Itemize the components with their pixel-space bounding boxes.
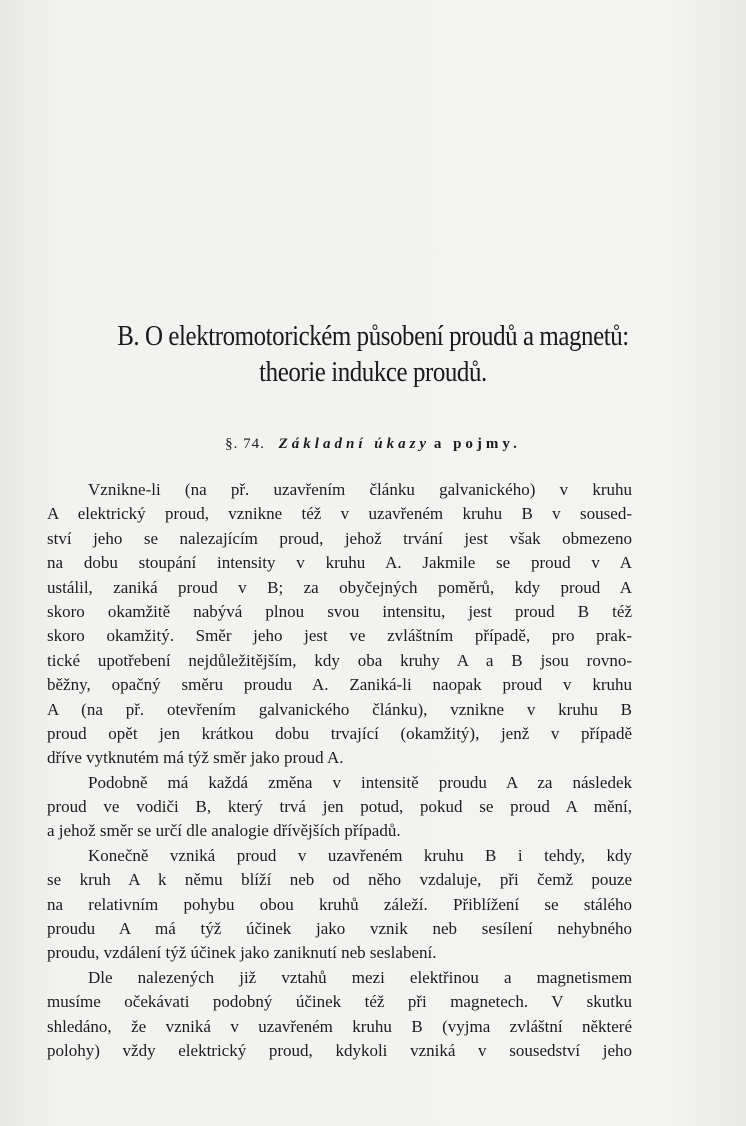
- text-line: Dle nalezených již vztahů mezi elektřinou a magnetismem: [88, 967, 632, 987]
- text-line: ství jeho se nalezajícím proud, jehož trvání jest však obmezeno: [47, 528, 632, 548]
- text-line: na dobu stoupání intensity v kruhu A. Jakmile se proud v A: [47, 553, 632, 573]
- section-title: [0, 436, 746, 453]
- text-line: A elektrický proud, vznikne též v uzavřeném kruhu B v soused-: [47, 504, 632, 524]
- text-line: proudu A má týž účinek jako vznik neb sesílení nehybného: [47, 919, 632, 939]
- text-line: polohy) vždy elektrický proud, kdykoli vzniká v sousedství jeho: [47, 1040, 632, 1060]
- chapter-heading: [52, 318, 694, 390]
- chapter-heading-line-2: theorie indukce proudů.: [259, 356, 487, 388]
- section-title-rest: a pojmy.: [433, 436, 521, 452]
- text-line: proud ve vodiči B, který trvá jen potud, pokud se proud A mění,: [47, 797, 632, 817]
- text-line: dříve vytknutém má týž směr jako proud A.: [47, 748, 344, 768]
- text-line: tické upotřebení nejdůležitějším, kdy oba kruhy A a B jsou rovno-: [47, 650, 632, 670]
- text-line: běžny, opačný směru proudu A. Zaniká-li naopak proud v kruhu: [47, 675, 632, 695]
- text-line: skoro okamžitý. Směr jeho jest ve zvláštním případě, pro prak-: [47, 626, 632, 646]
- section-title-text: Základní úkazy: [278, 436, 431, 452]
- text-line: proud opět jen krátkou dobu trvající (okamžitý), jenž v případě: [47, 723, 632, 743]
- text-line: Vznikne-li (na př. uzavřením článku galvanického) v kruhu: [88, 480, 632, 499]
- text-line: shledáno, že vzniká v uzavřeném kruhu B (vyjma zvláštní některé: [47, 1016, 632, 1036]
- text-line: musíme očekávati podobný účinek též při magnetech. V skutku: [47, 992, 632, 1012]
- text-line: na relativním pohybu obou kruhů záleží. Přiblížení se stálého: [47, 894, 632, 914]
- text-line: proudu, vzdálení týž účinek jako zaniknutí neb seslabení.: [47, 943, 437, 963]
- body-text: [47, 478, 632, 1063]
- section-number: §. 74.: [225, 436, 265, 452]
- text-line: ustálil, zaniká proud v B; za obyčejných poměrů, kdy proud A: [47, 577, 632, 597]
- chapter-heading-line-1: B. O elektromotorickém působení proudů a magnetů:: [117, 320, 629, 352]
- text-line: a jehož směr se určí dle analogie dřívějších případů.: [47, 821, 401, 841]
- text-line: Podobně má každá změna v intensitě proudu A za následek: [88, 772, 632, 792]
- text-line: A (na př. otevřením galvanického článku), vznikne v kruhu B: [47, 699, 632, 719]
- text-line: skoro okamžitě nabývá plnou svou intensitu, jest proud B též: [47, 601, 632, 621]
- text-line: se kruh A k němu blíží neb od něho vzdaluje, při čemž pouze: [47, 870, 632, 890]
- text-line: Konečně vzniká proud v uzavřeném kruhu B i tehdy, kdy: [88, 845, 632, 865]
